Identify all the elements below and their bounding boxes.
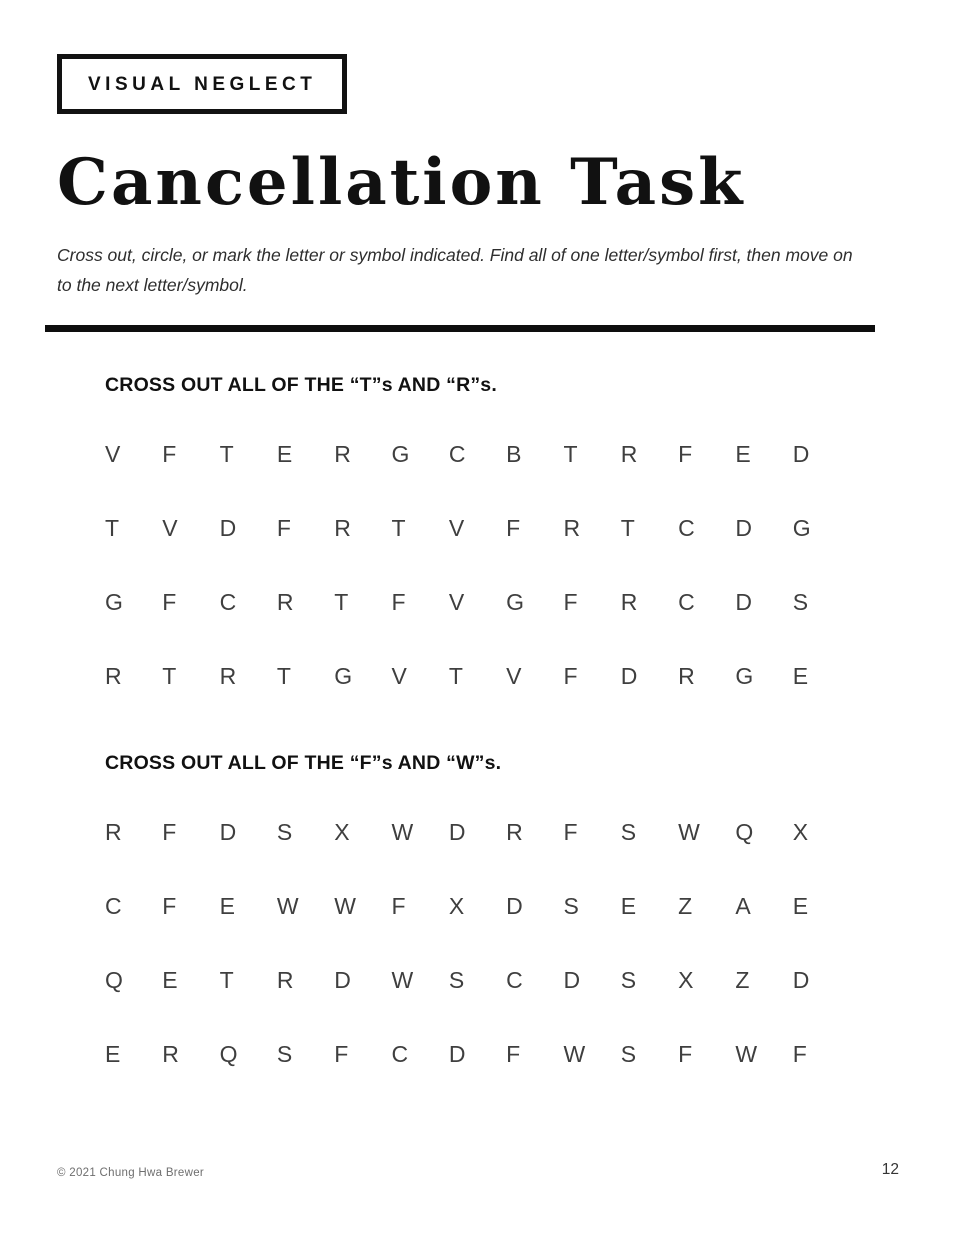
letter-cell: A — [735, 892, 752, 919]
letter-cell: X — [448, 892, 465, 919]
category-badge-label: VISUAL NEGLECT — [88, 74, 317, 95]
letter-cell: R — [620, 440, 638, 467]
letter-cell: T — [563, 440, 579, 467]
letter-cell: D — [219, 514, 237, 541]
letter-cell: C — [678, 514, 696, 541]
letter-cell: T — [162, 662, 177, 689]
letter-cell: F — [162, 588, 177, 615]
letter-cell: R — [105, 662, 123, 689]
letter-cell: E — [105, 1040, 121, 1067]
letter-cell: C — [391, 1040, 409, 1067]
letter-cell: C — [506, 966, 524, 993]
letter-cell: R — [219, 662, 237, 689]
letter-cell: D — [620, 662, 638, 689]
letter-cell: S — [448, 966, 465, 993]
letter-cell: F — [391, 892, 407, 919]
letter-cell: D — [735, 588, 753, 615]
letter-cell: F — [678, 1040, 693, 1067]
letter-cell: C — [219, 588, 237, 615]
letter-row — [105, 589, 850, 616]
letter-cell: C — [448, 440, 466, 467]
letter-cell: F — [563, 588, 579, 615]
letter-cell: X — [334, 818, 351, 845]
letter-cell: F — [162, 818, 177, 845]
letter-row — [105, 663, 850, 690]
letter-cell: G — [105, 588, 124, 615]
letter-cell: D — [563, 966, 581, 993]
letter-cell: R — [334, 514, 352, 541]
task-sections — [57, 374, 899, 1068]
letter-cell: F — [792, 1040, 808, 1067]
letter-cell: F — [391, 588, 407, 615]
letter-cell: G — [334, 662, 353, 689]
instructions-text: Cross out, circle, or mark the letter or symbol indicated. Find all of one letter/symbol first, then move on to the next letter/symbol. — [57, 245, 853, 296]
letter-cell: R — [334, 440, 352, 467]
letter-cell: E — [219, 892, 236, 919]
letter-cell: E — [792, 662, 809, 689]
letter-cell: T — [448, 662, 464, 689]
letter-row — [105, 819, 850, 846]
letter-cell: F — [563, 662, 579, 689]
letter-cell: E — [620, 892, 637, 919]
letter-cell: R — [563, 514, 581, 541]
letter-cell: R — [678, 662, 696, 689]
letter-cell: F — [334, 1040, 349, 1067]
letter-cell: V — [448, 514, 465, 541]
letter-cell: X — [792, 818, 809, 845]
letter-cell: D — [506, 892, 524, 919]
letter-cell: F — [162, 892, 177, 919]
letter-cell: W — [735, 1040, 758, 1067]
letter-cell: S — [620, 1040, 637, 1067]
page-footer — [57, 1161, 899, 1179]
letter-cell: S — [792, 588, 809, 615]
page-title: Cancellation Task — [57, 145, 746, 220]
letter-cell: G — [391, 440, 410, 467]
section-heading: CROSS OUT ALL OF THE “F”s AND “W”s. — [105, 751, 502, 774]
letter-cell: F — [162, 440, 177, 467]
task-section — [57, 374, 899, 690]
letter-cell: F — [276, 514, 292, 541]
letter-cell: R — [620, 588, 638, 615]
letter-cell: T — [391, 514, 407, 541]
letter-cell: F — [506, 1040, 521, 1067]
category-badge — [57, 54, 347, 114]
letter-cell: T — [276, 662, 292, 689]
letter-cell: C — [678, 588, 696, 615]
letter-cell: D — [792, 440, 810, 467]
letter-row — [105, 441, 850, 468]
letter-cell: W — [391, 818, 414, 845]
letter-cell: G — [792, 514, 812, 541]
letter-cell: R — [276, 588, 295, 615]
letter-cell: R — [162, 1040, 180, 1067]
letter-cell: T — [105, 514, 120, 541]
letter-cell: Q — [219, 1040, 238, 1067]
letter-cell: D — [334, 966, 352, 993]
letter-cell: R — [105, 818, 123, 845]
letter-cell: V — [162, 514, 179, 541]
letter-cell: D — [448, 1040, 466, 1067]
letter-cell: E — [276, 440, 293, 467]
letter-cell: Z — [735, 966, 750, 993]
letter-cell: T — [219, 966, 235, 993]
letter-cell: W — [276, 892, 300, 919]
letter-cell: Z — [678, 892, 693, 919]
task-section — [57, 752, 899, 1068]
letter-cell: V — [105, 440, 121, 467]
letter-cell: D — [448, 818, 466, 845]
letter-cell: C — [105, 892, 123, 919]
letter-cell: V — [448, 588, 465, 615]
copyright-text: © 2021 Chung Hwa Brewer — [57, 1167, 205, 1179]
letter-cell: R — [276, 966, 295, 993]
letter-cell: T — [334, 588, 349, 615]
divider-rule — [45, 325, 875, 332]
letter-cell: Q — [735, 818, 754, 845]
letter-cell: E — [792, 892, 809, 919]
letter-cell: W — [334, 892, 357, 919]
letter-cell: S — [620, 966, 637, 993]
letter-cell: S — [276, 1040, 293, 1067]
letter-cell: W — [391, 966, 414, 993]
letter-cell: B — [506, 440, 522, 467]
letter-cell: T — [620, 514, 636, 541]
letter-cell: S — [620, 818, 637, 845]
letter-cell: V — [506, 662, 522, 689]
letter-cell: G — [506, 588, 525, 615]
letter-cell: T — [219, 440, 235, 467]
letter-cell: V — [391, 662, 408, 689]
letter-row — [105, 967, 850, 994]
letter-cell: X — [678, 966, 694, 993]
letter-cell: R — [506, 818, 524, 845]
letter-cell: D — [219, 818, 237, 845]
letter-cell: E — [162, 966, 179, 993]
letter-cell: W — [563, 1040, 586, 1067]
letter-cell: F — [563, 818, 579, 845]
letter-cell: F — [678, 440, 693, 467]
letter-cell: E — [735, 440, 752, 467]
letter-cell: G — [735, 662, 754, 689]
letter-row — [105, 893, 850, 920]
letter-cell: D — [792, 966, 810, 993]
page-number: 12 — [881, 1161, 899, 1178]
letter-cell: F — [506, 514, 521, 541]
letter-cell: W — [678, 818, 701, 845]
letter-cell: Q — [105, 966, 124, 993]
letter-cell: S — [276, 818, 293, 845]
letter-cell: S — [563, 892, 580, 919]
section-heading: CROSS OUT ALL OF THE “T”s AND “R”s. — [105, 373, 497, 396]
letter-row — [105, 515, 850, 542]
letter-cell: D — [735, 514, 753, 541]
letter-row — [105, 1041, 850, 1068]
